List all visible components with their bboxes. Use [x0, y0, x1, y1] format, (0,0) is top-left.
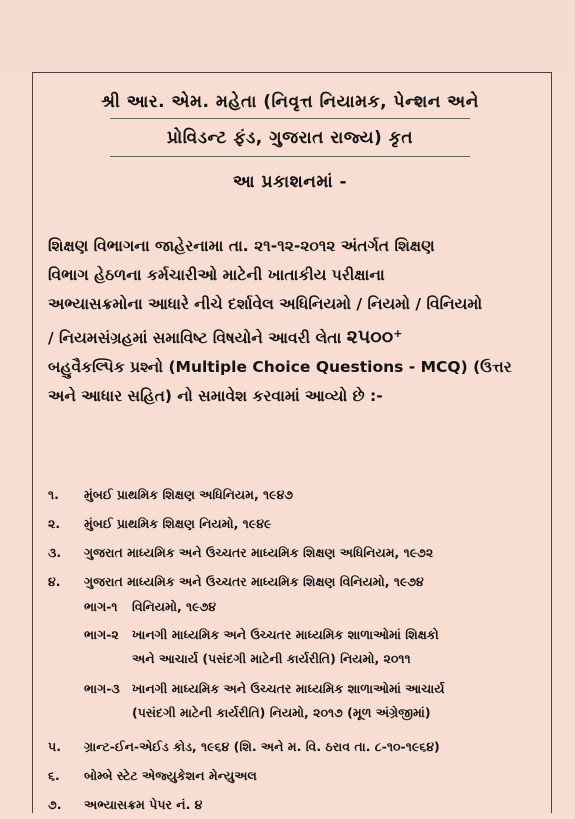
- heading-line-1: શ્રી આર. એમ. મહેતા (નિવૃત્ત નિયામક, પેન્શન અને: [101, 92, 479, 112]
- list-item-number: ૭.: [48, 797, 62, 812]
- question-count: ૨૫૦૦: [346, 326, 394, 349]
- intro-paragraph: [48, 232, 538, 411]
- heading-line-2: પ્રોવિડન્ટ ફંડ, ગુજરાત રાજ્ય) કૃત: [166, 128, 414, 148]
- contents-list: [48, 480, 543, 819]
- list-item: [48, 509, 543, 538]
- list-item: [48, 790, 543, 819]
- part-label: ભાગ-૩: [84, 681, 120, 696]
- intro-line-1: શિક્ષણ વિભાગના જાહેરનામા તા. ૨૧-૧૨-૨૦૧૨ અંતર્ગત શિક્ષણ: [48, 237, 435, 255]
- sub-part-2: [48, 624, 543, 678]
- question-count-plus: +: [393, 327, 403, 340]
- intro-line-2: વિભાગ હેઠળના કર્મચારીઓ માટેની ખાતાકીય પરીક્ષાના: [48, 266, 385, 284]
- list-item-number: ૩.: [48, 545, 62, 560]
- list-item: [48, 538, 543, 567]
- part-label: ભાગ-૧: [84, 599, 118, 614]
- part-text-line-2: (પસંદગી માટેની કાર્યરીતિ) નિયમો, ૨૦૧૭ (મૂળ અંગ્રેજીમાં): [132, 705, 431, 720]
- intro-line-6: અને આધાર સહિત) નો સમાવેશ કરવામાં આવ્યો છે :-: [48, 387, 383, 406]
- list-item: [48, 567, 543, 596]
- part-text-line-1: ખાનગી માધ્યમિક અને ઉચ્ચતર માધ્યમિક શાળાઓમાં આચાર્ય: [132, 681, 445, 696]
- list-item: [48, 480, 543, 509]
- list-item-number: ૬.: [48, 768, 60, 783]
- intro-line-3: અભ્યાસક્રમોના આધારે નીચે દર્શાવેલ અધિનિયમો / નિયમો / વિનિયમો: [48, 295, 483, 313]
- list-item: [48, 732, 543, 761]
- list-item-text: મુંબઈ પ્રાથમિક શિક્ષણ અધિનિયમ, ૧૯૪૭: [84, 487, 294, 502]
- list-item-number: ૧.: [48, 487, 59, 502]
- list-item-text: ગુજરાત માધ્યમિક અને ઉચ્ચતર માધ્યમિક શિક્ષણ અધિનિયમ, ૧૯૭૨: [84, 545, 434, 560]
- intro-line-5: બહુવૈકલ્પિક પ્રશ્નો (Multiple Choice Questions - MCQ) (ઉત્તર: [48, 358, 512, 377]
- part-label: ભાગ-૨: [84, 627, 119, 642]
- list-item-number: ૫.: [48, 739, 61, 754]
- part-text: વિનિયમો, ૧૯૭૪: [132, 599, 217, 614]
- list-item-number: ૨.: [48, 516, 61, 531]
- list-item-number: ૪.: [48, 574, 61, 589]
- sub-part-1: [48, 596, 543, 624]
- list-item-text: ગુજરાત માધ્યમિક અને ઉચ્ચતર માધ્યમિક શિક્ષણ વિનિયમો, ૧૯૭૪: [84, 574, 424, 589]
- list-item-text: ગ્રાન્ટ-ઈન-એઈડ કોડ, ૧૯૬૪ (શિ. અને મ. વિ. ઠરાવ તા. ૮-૧૦-૧૯૬૪): [84, 739, 440, 754]
- heading-rule-2: [110, 156, 470, 157]
- heading-line-3: આ પ્રકાશનમાં -: [232, 172, 348, 192]
- intro-line-4-text: / નિયમસંગ્રહમાં સમાવિષ્ટ વિષયોને આવરી લેતા: [48, 329, 342, 348]
- intro-line-4: [48, 319, 538, 353]
- part-text-line-1: ખાનગી માધ્યમિક અને ઉચ્ચતર માધ્યમિક શાળાઓમાં શિક્ષકો: [132, 627, 439, 642]
- heading-rule-1: [110, 118, 470, 119]
- list-item-text: મુંબઈ પ્રાથમિક શિક્ષણ નિયમો, ૧૯૪૯: [84, 516, 272, 531]
- part-text-line-2: અને આચાર્ય (પસંદગી માટેની કાર્યરીતિ) નિયમો, ૨૦૧૧: [132, 651, 411, 666]
- list-item-text: બોમ્બે સ્ટેટ એજ્યુકેશન મેન્યુઅલ: [84, 768, 257, 783]
- top-strip: [0, 0, 575, 70]
- sub-part-3: [48, 678, 543, 732]
- list-item-text: અભ્યાસક્રમ પેપર નં. ૪: [84, 797, 203, 812]
- list-item: [48, 761, 543, 790]
